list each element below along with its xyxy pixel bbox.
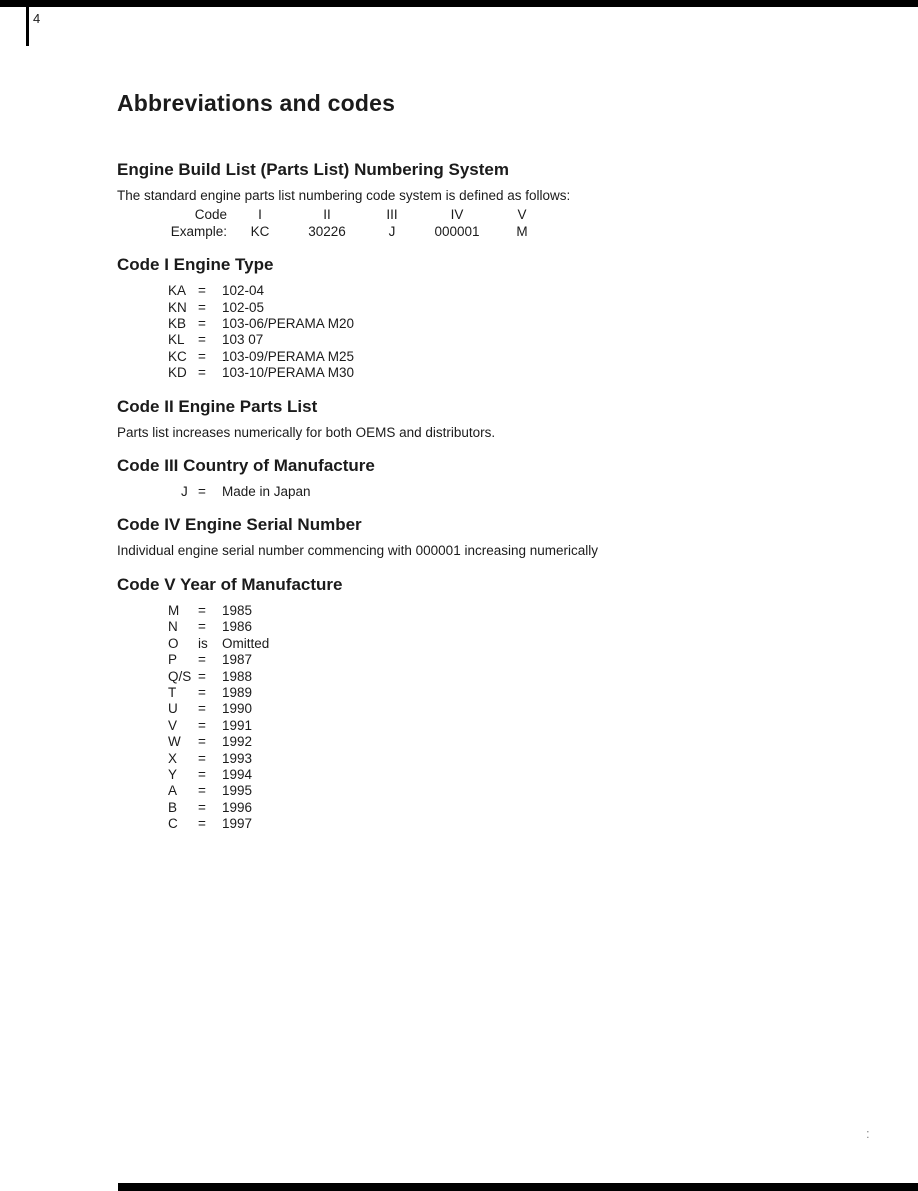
code-entry-separator: = <box>198 668 206 684</box>
section-code4-serial-number <box>117 515 767 559</box>
code-entry-row <box>168 767 767 783</box>
code-entry-value: 1989 <box>222 684 253 700</box>
code-entry-code: W <box>168 734 181 750</box>
code1-heading: Code I Engine Type <box>117 255 274 275</box>
code-entry-value: 1996 <box>222 799 253 815</box>
code-entry-row <box>168 652 767 668</box>
code-entry-separator: = <box>198 652 206 668</box>
numbering-table-header-row <box>117 207 767 223</box>
code-entry-value: 1985 <box>222 602 253 618</box>
page-title: Abbreviations and codes <box>117 90 396 116</box>
code-entry-code: KC <box>168 348 187 364</box>
code-entry-code: M <box>168 602 180 618</box>
code-entry-row <box>168 669 767 685</box>
code-entry-code: O <box>168 635 179 651</box>
code-entry-row <box>168 349 767 365</box>
code-entry-value: 1993 <box>222 750 253 766</box>
code-entry-code: Y <box>168 766 178 782</box>
code-entry-value: 1987 <box>222 652 253 668</box>
code-entry-separator: = <box>198 816 206 832</box>
code-entry-value: 1988 <box>222 668 253 684</box>
code-entry-code: KD <box>168 365 187 381</box>
code-entry-row <box>168 685 767 701</box>
code2-heading: Code II Engine Parts List <box>117 396 318 416</box>
numbering-table <box>117 207 767 240</box>
code-entry-value: 1990 <box>222 701 253 717</box>
code-entry-code: B <box>168 799 178 815</box>
code-entry-separator: = <box>198 299 206 315</box>
code-entry-separator: = <box>198 365 206 381</box>
code-entry-value: 1995 <box>222 783 253 799</box>
code-entry-value: 102-05 <box>222 299 265 315</box>
code-entry-value: 103-06/PERAMA M20 <box>222 316 355 332</box>
table-header-cell: III <box>386 207 398 223</box>
section-code5-year <box>117 575 767 833</box>
code-entry-value: 103-09/PERAMA M25 <box>222 348 355 364</box>
code5-heading: Code V Year of Manufacture <box>117 574 343 594</box>
numbering-intro: The standard engine parts list numbering code system is defined as follows: <box>117 188 571 203</box>
code-entry-separator: = <box>198 332 206 348</box>
code-entry-row <box>168 365 767 381</box>
code-entry-code: A <box>168 783 178 799</box>
code-entry-value: Omitted <box>222 635 270 651</box>
code-entry-value: 1991 <box>222 717 253 733</box>
table-cell: KC <box>250 223 270 239</box>
code-entry-separator: = <box>198 799 206 815</box>
code-entry-row <box>168 316 767 332</box>
code-entry-separator: = <box>198 701 206 717</box>
code-entry-code: C <box>168 816 178 832</box>
table-header-cell: IV <box>450 207 464 223</box>
table-cell: Example: <box>170 223 227 239</box>
code-entry-value: Made in Japan <box>222 484 311 500</box>
code-entry-code: X <box>168 750 178 766</box>
code-entry-row <box>168 783 767 799</box>
code-entry-separator: = <box>198 602 206 618</box>
table-cell: 30226 <box>308 223 346 239</box>
code-entry-row <box>168 816 767 832</box>
numbering-heading: Engine Build List (Parts List) Numbering System <box>117 160 509 179</box>
code-entry-code: N <box>168 619 178 635</box>
code-entry-separator: = <box>198 766 206 782</box>
code3-heading: Code III Country of Manufacture <box>117 456 375 476</box>
code-entry-separator: is <box>198 635 208 651</box>
code-entry-value: 1992 <box>222 734 253 750</box>
numbering-table-example-row <box>117 224 767 240</box>
code2-body: Parts list increases numerically for both OEMS and distributors. <box>117 424 496 440</box>
code-entry-row <box>168 283 767 299</box>
code-entry-value: 102-04 <box>222 283 265 299</box>
code-entry-value: 1994 <box>222 766 253 782</box>
code-entry-row <box>168 718 767 734</box>
code-entry-row <box>168 603 767 619</box>
code-entry-row <box>168 484 767 500</box>
code1-list <box>168 283 767 381</box>
table-cell: M <box>516 223 528 239</box>
code-entry-value: 1986 <box>222 619 253 635</box>
scan-artifact-left-line <box>26 7 29 46</box>
table-cell: J <box>388 223 396 239</box>
code-entry-row <box>168 636 767 652</box>
code-entry-value: 103-10/PERAMA M30 <box>222 365 355 381</box>
code-entry-code: KL <box>168 332 185 348</box>
code-entry-separator: = <box>198 348 206 364</box>
code-entry-code: J <box>181 484 188 500</box>
table-cell: 000001 <box>434 223 480 239</box>
table-header-cell: Code <box>194 207 227 223</box>
code-entry-separator: = <box>198 717 206 733</box>
code-entry-code: T <box>168 684 177 700</box>
section-code2-parts-list <box>117 397 767 441</box>
code-entry-value: 1997 <box>222 816 253 832</box>
code-entry-code: U <box>168 701 178 717</box>
code-entry-code: KA <box>168 283 187 299</box>
page-content <box>117 90 767 833</box>
code-entry-code: V <box>168 717 178 733</box>
table-header-cell: I <box>258 207 262 223</box>
code4-heading: Code IV Engine Serial Number <box>117 515 362 535</box>
code5-list <box>168 603 767 833</box>
code-entry-row <box>168 619 767 635</box>
code-entry-row <box>168 734 767 750</box>
scan-artifact-mark: : <box>866 1126 870 1141</box>
code-entry-row <box>168 332 767 348</box>
section-code3-country <box>117 456 767 500</box>
code-entry-code: KN <box>168 299 187 315</box>
code-entry-row <box>168 701 767 717</box>
code-entry-separator: = <box>198 750 206 766</box>
code-entry-separator: = <box>198 283 206 299</box>
code-entry-row <box>168 751 767 767</box>
section-numbering-system <box>117 160 767 240</box>
code-entry-separator: = <box>198 619 206 635</box>
code-entry-code: P <box>168 652 178 668</box>
code3-list <box>168 484 767 500</box>
code-entry-separator: = <box>198 783 206 799</box>
section-code1-engine-type <box>117 255 767 381</box>
code-entry-separator: = <box>198 684 206 700</box>
scan-artifact-top-bar <box>0 0 918 7</box>
table-header-cell: II <box>323 207 331 223</box>
code-entry-separator: = <box>198 484 206 500</box>
code-entry-value: 103 07 <box>222 332 264 348</box>
code-entry-code: KB <box>168 316 187 332</box>
page-number: 4 <box>33 11 41 26</box>
code-entry-row <box>168 800 767 816</box>
code-entry-row <box>168 300 767 316</box>
code4-body: Individual engine serial number commencing with 000001 increasing numerically <box>117 543 599 559</box>
table-header-cell: V <box>517 207 527 223</box>
code-entry-code: Q/S <box>168 668 192 684</box>
code-entry-separator: = <box>198 316 206 332</box>
code-entry-separator: = <box>198 734 206 750</box>
scan-artifact-bottom-bar <box>118 1183 918 1191</box>
